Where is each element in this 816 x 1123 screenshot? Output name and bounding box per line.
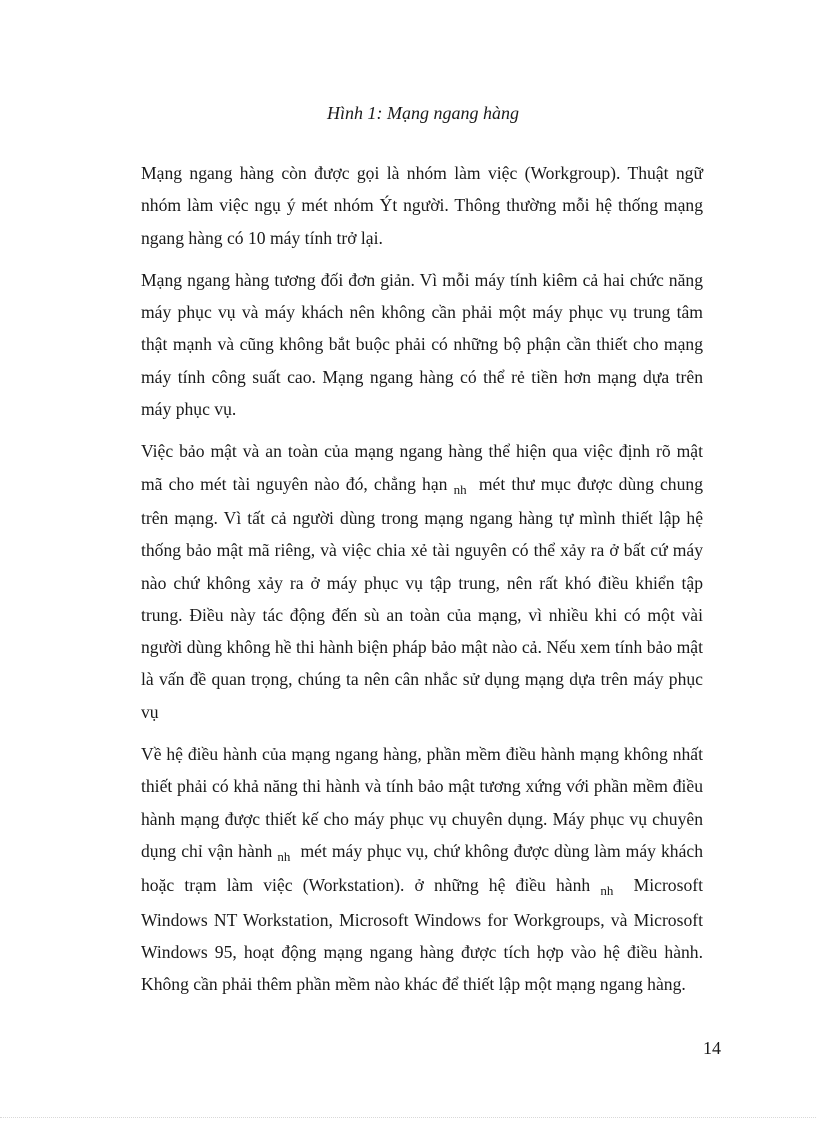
paragraph-4-part-1: Về hệ điều hành của mạng ngang hàng, phần mềm điều hành mạng không nhất thiết phải có khả năng thi hành và tính bảo mật tương xứng với phần mềm điều hành mạng được thiết kế cho máy phục vụ chuyên dụng. Máy phục vụ chuyên dụng chỉ vận hành <box>141 744 703 861</box>
paragraph-3-part-2: mét thư mục được dùng chung trên mạng. Vì tất cả người dùng trong mạng ngang hàng tự mình thiết lập hệ thống bảo mật mã riêng, và việc chia xẻ tài nguyên có thể xảy ra ở bất cứ máy nào chứ không xảy ra ở máy phục vụ tập trung, nên rất khó điều khiển tập trung. Điều này tác động đến sù an toàn của mạng, vì nhiều khi có một vài người dùng không hề thi hành biện pháp bảo mật nào cả. Nếu xem tính bảo mật là vấn đề quan trọng, chúng ta nên cân nhắc sử dụng mạng dựa trên máy phục vụ <box>141 473 703 722</box>
page-number: 14 <box>703 1038 721 1058</box>
paragraph-4-part-2: mét máy phục vụ, chứ không được dùng làm máy khách hoặc trạm làm việc (Workstation). ở những hệ điều hành <box>141 840 704 896</box>
paragraph-4 <box>141 738 703 1000</box>
paragraph-3-part-1: Việc bảo mật và an toàn của mạng ngang hàng thể hiện qua việc định rõ mật mã cho mét tài nguyên nào đó, chẳng hạn <box>141 441 703 494</box>
paragraph-1: Mạng ngang hàng còn được gọi là nhóm làm việc (Workgroup). Thuật ngữ nhóm làm việc ngụ ý mét nhóm Ýt người. Thông thường mỗi hệ thống mạng ngang hàng có 10 máy tính trở lại. <box>141 163 703 248</box>
paragraph-3-small-text: nh <box>453 481 467 497</box>
paragraph-4-small-text-2: nh <box>600 883 614 899</box>
paragraph-2: Mạng ngang hàng tương đối đơn giản. Vì mỗi máy tính kiêm cả hai chức năng máy phục vụ và máy khách nên không cần phải một máy phục vụ trung tâm thật mạnh và cũng không bắt buộc phải có những bộ phận cần thiết cho mạng máy tính công suất cao. Mạng ngang hàng có thể rẻ tiền hơn mạng dựa trên máy phục vụ. <box>141 269 703 420</box>
paragraph-4-part-3: Microsoft Windows NT Workstation, Microsoft Windows for Workgroups, và Microsoft Windows 95, hoạt động mạng ngang hàng được tích hợp vào hệ điều hành. Không cần phải thêm phần mềm nào khác để thiết lập một mạng ngang hàng. <box>141 875 703 995</box>
figure-caption: Hình 1: Mạng ngang hàng <box>327 103 519 123</box>
footer-divider <box>0 1117 816 1118</box>
paragraph-4-small-text-1: nh <box>277 848 291 864</box>
body-text <box>141 157 703 1010</box>
paragraph-3 <box>141 435 703 728</box>
